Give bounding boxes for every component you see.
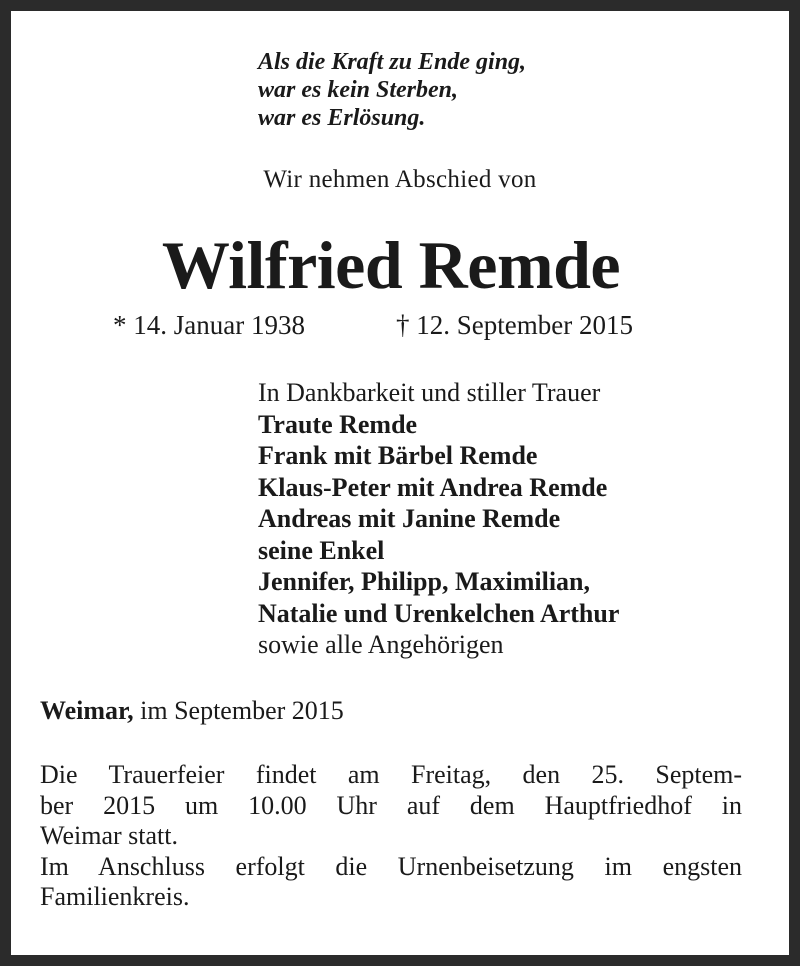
mourner-name: Klaus-Peter mit Andrea Remde (258, 472, 608, 502)
mourner-name: Natalie und Urenkelchen Arthur (258, 598, 620, 628)
notice-line: ber 2015 um 10.00 Uhr auf dem Hauptfriedhof in (40, 790, 742, 820)
mourners-lead: In Dankbarkeit und stiller Trauer (258, 378, 601, 407)
death-date: † 12. September 2015 (396, 310, 633, 340)
mourner-name: Andreas mit Janine Remde (258, 504, 561, 533)
mourners (258, 377, 619, 661)
mourner-name: Traute Remde (258, 409, 418, 439)
mourner-name: Jennifer, Philipp, Maximilian, (258, 567, 591, 596)
verse (258, 48, 526, 132)
verse-line: war es Erlösung. (258, 105, 426, 131)
notice-line: Weimar statt. (40, 821, 178, 850)
place-city: Weimar, (40, 696, 134, 725)
notice-line: Familienkreis. (40, 882, 190, 911)
mourner-name: Frank mit Bärbel Remde (258, 441, 538, 470)
notice-line: Die Trauerfeier findet am Freitag, den 25. Septem- (40, 760, 742, 789)
notice-line: Im Anschluss erfolgt die Urnenbeisetzung im engsten (40, 851, 742, 881)
birth-date: * 14. Januar 1938 (113, 310, 305, 340)
verse-line: war es kein Sterben, (258, 77, 459, 103)
place-date-text: im September 2015 (133, 696, 344, 725)
intro-text: Wir nehmen Abschied von (263, 166, 537, 193)
place-date (40, 696, 344, 726)
deceased-name: Wilfried Remde (161, 227, 621, 303)
verse-line: Als die Kraft zu Ende ging, (258, 49, 527, 75)
mourner-name: seine Enkel (258, 535, 385, 565)
mourners-closing: sowie alle Angehörigen (258, 630, 504, 659)
funeral-notice (40, 760, 742, 913)
